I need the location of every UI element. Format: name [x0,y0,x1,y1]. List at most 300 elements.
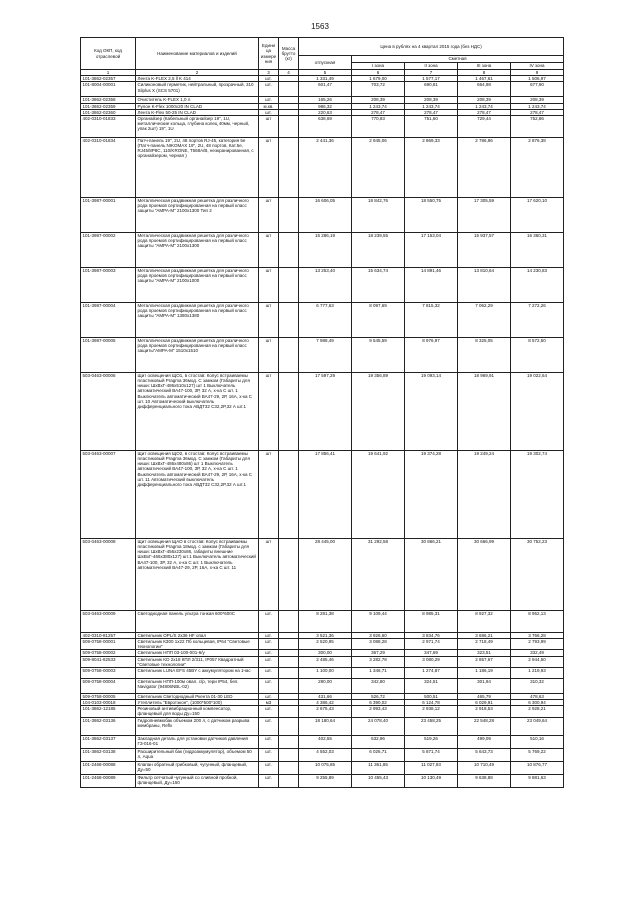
item-mass [279,678,299,693]
item-release-price: 220,63 [299,109,352,115]
item-name: Светильник НПП 03-100-001-6/у [136,650,259,656]
item-zone1-price: 10 455,43 [352,774,405,787]
item-code: 101-2468-00089 [81,774,136,787]
item-release-price: 17 597,29 [299,372,352,450]
item-name: Светильник KD 2х18 КПЛ 2/311, IP057 Квадратный "Световые технологии" [136,656,259,667]
item-name: Металлическая раздвижная решетка для различного рода проемов сертифицированная на первый класс защиты "АМРА-М" 2100х1300 Тип 2 [136,197,259,232]
item-unit: шт. [259,639,279,650]
item-zone3-price: 17 305,59 [458,197,511,232]
item-zone2-price: 23 458,25 [405,717,458,735]
col-number: 8 [458,70,511,76]
item-release-price: 7 988,49 [299,337,352,372]
item-unit: м.кв. [259,103,279,109]
item-zone3-price: 465,79 [458,693,511,699]
item-code: 503-0463-00008 [81,538,136,610]
header-zone-1: I зона [352,63,405,70]
table-row [81,82,564,97]
item-zone2-price: 2 869,33 [405,137,458,197]
item-zone4-price: 30 752,23 [511,538,564,610]
item-unit: шт [259,267,279,302]
item-name: Светильник OPL/S 2х36 HF опал [136,632,259,638]
item-release-price: 6 777,63 [299,302,352,337]
item-mass [279,372,299,450]
item-release-price: 8 281,38 [299,610,352,632]
item-code: 503-0463-00007 [81,450,136,538]
item-zone1-price: 526,72 [352,693,405,699]
item-name: Органайзер (Кабельный органайзер 19", 1U, металлические кольца, глубина колец 40мм, черный, упак 2шт) 19", 1U [136,115,259,137]
item-zone1-price: 6 026,71 [352,748,405,761]
table-row [81,632,564,638]
item-name: Силиконовый герметик, нейтральный, прозрачный, 310 Silplus X (SCS 5701) [136,82,259,97]
table-row [81,735,564,748]
item-name: Металлическая раздвижная решетка для различного рода проемов сертифицированная на первый класс защиты "АМРА-М" 1380х1380 [136,302,259,337]
col-number: 3 [259,70,279,76]
item-zone2-price: 14 891,46 [405,267,458,302]
item-zone4-price: 278,47 [511,109,564,115]
item-unit: шт. [259,656,279,667]
item-zone2-price: 347,69 [405,650,458,656]
item-zone2-price: 324,51 [405,678,458,693]
item-zone1-price: 703,72 [352,82,405,97]
item-zone1-price: 3 282,78 [352,656,405,667]
item-zone3-price: 18 969,91 [458,372,511,450]
item-code: 101-3862-03136 [81,717,136,735]
item-mass [279,610,299,632]
item-unit: шт [259,302,279,337]
item-unit: шт [259,538,279,610]
item-release-price: 2 675,43 [299,706,352,717]
item-release-price: 431,66 [299,693,352,699]
item-mass [279,667,299,678]
item-mass [279,267,299,302]
item-zone2-price: 500,51 [405,693,458,699]
item-release-price: 9 255,89 [299,774,352,787]
item-zone4-price: 478,63 [511,693,564,699]
item-zone4-price: 2 928,21 [511,706,564,717]
col-number: 6 [352,70,405,76]
item-mass [279,137,299,197]
item-unit: шт. [259,632,279,638]
item-zone3-price: 8 927,32 [458,610,511,632]
item-name: Гидропневмобак объемом 200 л, с датчиком разрыва мембраны, Reflx [136,717,259,735]
item-zone2-price: 7 815,32 [405,302,458,337]
item-zone3-price: 1 186,19 [458,667,511,678]
item-unit: шт. [259,82,279,97]
item-zone2-price: 30 866,21 [405,538,458,610]
header-price-title: Цена в рублях на 4 квартал 2015 года (без НДС) [299,38,564,56]
item-release-price: 601,47 [299,82,352,97]
table-row [81,678,564,693]
item-zone1-price: 2 945,06 [352,137,405,197]
item-zone4-price: 23 049,64 [511,717,564,735]
item-code: 101-3862-02359 [81,103,136,109]
item-zone1-price: 208,39 [352,97,405,103]
item-unit: шт [259,137,279,197]
item-zone4-price: 2 944,50 [511,656,564,667]
item-zone3-price: 2 718,49 [458,639,511,650]
item-release-price: 4 552,03 [299,748,352,761]
item-zone2-price: 17 153,04 [405,232,458,267]
item-zone2-price: 18 550,75 [405,197,458,232]
item-zone1-price: 278,47 [352,109,405,115]
item-zone4-price: 1 219,93 [511,667,564,678]
item-zone4-price: 5 769,22 [511,748,564,761]
item-name: Светодиодная панель ультра тонкая 600*600С [136,610,259,632]
item-name: Рулон K-Flex 1000х20 IN CLAD [136,103,259,109]
item-zone3-price: 1 243,74 [458,103,511,109]
item-code: 101-3987-00001 [81,197,136,232]
item-mass [279,735,299,748]
col-number: 1 [81,70,136,76]
item-unit: шт. [259,693,279,699]
table-row [81,302,564,337]
item-name: Светильник КЗ00 1х22 Пб кольцевая, IP64 "Световые технологии" [136,639,259,650]
item-zone4-price: 208,39 [511,97,564,103]
item-code: 509-0758-00003 [81,667,136,678]
item-name: Светильник Светодиодный Ркента 01-30 LED [136,693,259,699]
table-row [81,103,564,109]
item-mass [279,197,299,232]
item-release-price: 18 180,64 [299,717,352,735]
item-zone1-price: 3 088,28 [352,639,405,650]
item-code: 101-8004-00001 [81,82,136,97]
item-code: 509-0758-00001 [81,639,136,650]
item-unit: м3 [259,700,279,706]
item-name: Утеплитель "Евротэкон", (1000*500*100) [136,700,259,706]
item-zone3-price: 729,44 [458,115,511,137]
item-zone3-price: 2 918,53 [458,706,511,717]
item-code: 101-3987-00002 [81,232,136,267]
item-release-price: 4 386,42 [299,700,352,706]
item-unit: шт. [259,97,279,103]
col-number: 5 [299,70,352,76]
header-name: Наименование материалов и изделий [136,38,259,70]
item-zone1-price: 18 239,55 [352,232,405,267]
item-unit: шт [259,232,279,267]
item-code: 101-3987-00003 [81,267,136,302]
item-release-price: 1 100,00 [299,667,352,678]
item-name: Металлическая раздвижная решетка для различного рода проемов сертифицированная на первый класс защиты"АМРА-М" 1510х1510 [136,337,259,372]
item-zone2-price: 3 080,29 [405,656,458,667]
item-zone1-price: 770,83 [352,115,405,137]
item-zone4-price: 1 243,74 [511,103,564,109]
item-zone3-price: 2 857,67 [458,656,511,667]
item-zone1-price: 342,80 [352,678,405,693]
item-code: 101-3862-03138 [81,748,136,761]
table-header [81,38,564,76]
item-zone2-price: 8 976,97 [405,337,458,372]
item-code: 509-0758-00004 [81,678,136,693]
item-name: Щит освещения ЩАО в стостав: Копус встраиваемы пластиковый Pragma 18мод. с замком (Габариты для ниши: ШхВхГ-456х230х86, габариты внешние ШхВхГ-466х380х127) шт.1 Выключатель автоматический ВА47-100, 3Р, 32 А, х-ка С шт. 1 Выключатель автоматический ВА47-29, 2Р, 16А, х-ка С шт. 11 [136,538,259,610]
item-mass [279,82,299,97]
item-zone3-price: 1 467,61 [458,76,511,82]
table-row [81,197,564,232]
item-mass [279,761,299,774]
table-body [81,76,564,787]
item-zone2-price: 19 374,28 [405,450,458,538]
item-code: 509-0758-00005 [81,693,136,699]
item-zone3-price: 7 062,29 [458,302,511,337]
item-zone4-price: 3 766,28 [511,632,564,638]
item-name: Щит освещения ЩО1, в стостав: Копус встраиваемы пластиковый Pragma 36мод. С замком (Габариты для ниши: ШхВхГ-486х510х127) шт 1 Выключатель автоматический ВА47-100, 3Р, 32 А, х-ка С шт. 1 Выключатель автоматический ВА47-29, 2Р, 16А, х-ка С шт. 10 Автоматический выключатель дифференциального тока АВДТ32 С32,2Р,32 А шт.1 [136,372,259,450]
item-zone2-price: 19 093,14 [405,372,458,450]
item-unit: шт. [259,678,279,693]
item-zone4-price: 2 793,99 [511,639,564,650]
item-code: 101-3862-12185 [81,706,136,717]
table-row [81,115,564,137]
item-release-price: 3 521,36 [299,632,352,638]
item-zone3-price: 3 686,21 [458,632,511,638]
item-release-price: 402,55 [299,735,352,748]
item-code: 402-0310-81257 [81,632,136,638]
header-code: Код ОКП, код отраслевой [81,38,136,70]
item-mass [279,302,299,337]
item-code: 101-3987-00004 [81,302,136,337]
item-unit: шт [259,337,279,372]
item-code: 509-8041-82533 [81,656,136,667]
item-code: 101-3862-03137 [81,735,136,748]
item-unit: шт [259,115,279,137]
item-mass [279,774,299,787]
table-row [81,337,564,372]
table-row [81,450,564,538]
item-unit: шт. [259,735,279,748]
item-mass [279,232,299,267]
item-zone4-price: 9 881,63 [511,774,564,787]
item-zone4-price: 19 022,64 [511,372,564,450]
item-zone3-price: 5 643,73 [458,748,511,761]
item-name: Светильник НПП-100м овал. с/р, тери IP54, бел. Navigator (94806NBL-02) [136,678,259,693]
item-zone3-price: 499,09 [458,735,511,748]
table-row [81,372,564,450]
item-zone4-price: 19 302,74 [511,450,564,538]
item-name: Лента K-FLEX 2,5 ll K 414 [136,76,259,82]
item-unit: шт. [259,748,279,761]
item-zone2-price: 11 027,93 [405,761,458,774]
item-release-price: 2 520,95 [299,639,352,650]
item-name: Расширительный бак (гидроаккумулятор), объемом 50 л, Aqua [136,748,259,761]
item-mass [279,639,299,650]
table-row [81,76,564,82]
item-unit: шт. [259,76,279,82]
item-release-price: 2 441,36 [299,137,352,197]
item-zone1-price: 3 926,60 [352,632,405,638]
header-zone-3: III зона [458,63,511,70]
item-unit: шт [259,450,279,538]
item-zone4-price: 6 300,94 [511,700,564,706]
item-unit: шт. [259,774,279,787]
item-zone3-price: 6 029,91 [458,700,511,706]
item-release-price: 28 445,00 [299,538,352,610]
item-zone2-price: 2 971,74 [405,639,458,650]
item-mass [279,538,299,610]
page-number: 1563 [311,22,329,31]
item-zone1-price: 1 679,00 [352,76,405,82]
item-zone4-price: 7 272,26 [511,302,564,337]
item-zone3-price: 22 548,28 [458,717,511,735]
item-code: 402-0310-01834 [81,137,136,197]
item-zone2-price: 3 834,76 [405,632,458,638]
table-row [81,232,564,267]
item-code: 101-3862-02358 [81,97,136,103]
item-mass [279,748,299,761]
item-zone1-price: 18 842,76 [352,197,405,232]
item-zone3-price: 8 325,05 [458,337,511,372]
item-zone2-price: 519,26 [405,735,458,748]
item-zone3-price: 301,94 [458,678,511,693]
item-zone4-price: 8 572,50 [511,337,564,372]
item-zone1-price: 8 097,69 [352,302,405,337]
header-estimate-price: Сметная [352,56,564,63]
item-unit: шт. [259,650,279,656]
item-zone1-price: 9 545,59 [352,337,405,372]
item-code: 101-3862-02357 [81,76,136,82]
item-name: Закладная деталь для установки датчиков давления ГЗ-016-01 [136,735,259,748]
item-unit: шт. [259,761,279,774]
item-name: Светильник LUNA EFS 45BY с аккумулятором на 1час [136,667,259,678]
item-name: Патч-панель 19", 2U, 48 портов RJ-45, категория 5е (Патч-панель NIKOMAX 19", 2U, 48 портов, Кат.5е, RJ45/8P8C, 110/KRONE, T568A/B, неэкранированная, с органайзером, черная ) [136,137,259,197]
item-zone2-price: 1 274,87 [405,667,458,678]
header-zone-4: IV зона [511,63,564,70]
item-name: Лента K-Flex 50-25 IN CLAD [136,109,259,115]
item-release-price: 986,32 [299,103,352,109]
item-release-price: 10 075,85 [299,761,352,774]
table-row [81,748,564,761]
item-release-price: 1 331,49 [299,76,352,82]
item-name: Клапан обратный грибковый, чугунный, фланцевый, Ду=50 [136,761,259,774]
table-row [81,667,564,678]
item-zone1-price: 2 993,43 [352,706,405,717]
item-zone3-price: 208,39 [458,97,511,103]
item-code: 402-0310-01833 [81,115,136,137]
table-row [81,137,564,197]
item-zone3-price: 30 666,99 [458,538,511,610]
item-zone2-price: 278,47 [405,109,458,115]
item-release-price: 165,26 [299,97,352,103]
item-zone1-price: 15 634,74 [352,267,405,302]
item-unit: шт [259,372,279,450]
item-zone4-price: 752,86 [511,115,564,137]
item-zone1-price: 532,96 [352,735,405,748]
item-code: 503-0463-00006 [81,372,136,450]
col-number: 7 [405,70,458,76]
item-zone2-price: 1 243,74 [405,103,458,109]
item-name: Металлическая раздвижная решетка для различного рода проемов сертифицированная на первый класс защиты "АМРА-М" 2100х1300 [136,232,259,267]
item-zone1-price: 11 361,85 [352,761,405,774]
item-zone2-price: 751,60 [405,115,458,137]
table-row [81,706,564,717]
item-release-price: 280,00 [299,678,352,693]
item-zone1-price: 1 243,74 [352,103,405,109]
item-code: 101-2468-00088 [81,761,136,774]
item-zone1-price: 6 390,02 [352,700,405,706]
item-mass [279,337,299,372]
table-row [81,656,564,667]
item-zone3-price: 19 249,24 [458,450,511,538]
item-zone3-price: 664,98 [458,82,511,97]
header-unit: Едини ца измере ния [259,38,279,70]
item-zone4-price: 8 952,13 [511,610,564,632]
item-zone2-price: 8 985,31 [405,610,458,632]
item-mass [279,706,299,717]
item-code: 503-0463-00009 [81,610,136,632]
item-zone4-price: 510,16 [511,735,564,748]
item-zone4-price: 332,49 [511,650,564,656]
item-name: Очиститель K-FLEX 1,0 л [136,97,259,103]
item-zone2-price: 208,39 [405,97,458,103]
item-unit: шт. [259,717,279,735]
item-zone1-price: 1 346,71 [352,667,405,678]
table-row [81,267,564,302]
item-code: 101-3987-00005 [81,337,136,372]
item-mass [279,717,299,735]
item-zone3-price: 323,51 [458,650,511,656]
item-mass [279,656,299,667]
item-mass [279,115,299,137]
item-zone3-price: 13 810,64 [458,267,511,302]
header-zone-2: II зона [405,63,458,70]
table-row [81,639,564,650]
item-release-price: 16 606,05 [299,197,352,232]
item-zone3-price: 15 937,57 [458,232,511,267]
table-row [81,774,564,787]
item-zone1-price: 9 109,44 [352,610,405,632]
table-row [81,610,564,632]
item-zone1-price: 19 356,89 [352,372,405,450]
item-code: 509-0758-00002 [81,650,136,656]
item-zone2-price: 6 124,78 [405,700,458,706]
col-number: 4 [279,70,299,76]
item-code: 101-3862-02360 [81,109,136,115]
item-zone3-price: 2 786,96 [458,137,511,197]
item-zone4-price: 14 230,83 [511,267,564,302]
item-zone4-price: 677,90 [511,82,564,97]
item-unit: шт. [259,109,279,115]
item-zone1-price: 367,29 [352,650,405,656]
header-mass: Масса брутто (кг) [279,38,299,70]
item-zone4-price: 2 876,38 [511,137,564,197]
item-zone4-price: 1 506,97 [511,76,564,82]
item-unit: шт. [259,667,279,678]
item-release-price: 2 485,46 [299,656,352,667]
header-release-price: отпускная [299,56,352,70]
item-zone4-price: 17 620,10 [511,197,564,232]
item-zone2-price: 10 130,49 [405,774,458,787]
item-mass [279,450,299,538]
item-release-price: 15 286,19 [299,232,352,267]
item-unit: шт. [259,610,279,632]
table-row [81,538,564,610]
item-zone4-price: 310,32 [511,678,564,693]
item-zone3-price: 9 638,88 [458,774,511,787]
item-name: Резиновый антивибрационный компенсатор, фланцевый для воды Ду=150 [136,706,259,717]
table-row [81,700,564,706]
item-release-price: 13 253,40 [299,267,352,302]
item-unit: шт [259,197,279,232]
item-zone3-price: 10 710,49 [458,761,511,774]
item-name: Щит освещения ЩО2, в стостав: Копус встраиваемы пластиковый Pragma 36мод. С замком (Габариты для ниши: ШхВхГ-486х480х86) шт 1 Выключатель автоматический ВА47-100, 3Р, 32 А, х-ка С шт. 1 Выключатель автоматический ВА47-29, 2Р, 16А, х-ка С шт. 11 Автоматический выключатель дифференциального тока АВДТ32 С32,2Р,32 А шт.1 [136,450,259,538]
item-zone2-price: 2 938,12 [405,706,458,717]
item-zone1-price: 31 292,58 [352,538,405,610]
item-code: 104-0103-00018 [81,700,136,706]
item-zone2-price: 690,81 [405,82,458,97]
item-zone2-price: 5 871,74 [405,748,458,761]
item-release-price: 638,69 [299,115,352,137]
item-zone4-price: 10 876,77 [511,761,564,774]
price-table [80,37,564,788]
item-unit: шт. [259,706,279,717]
col-number: 9 [511,70,564,76]
